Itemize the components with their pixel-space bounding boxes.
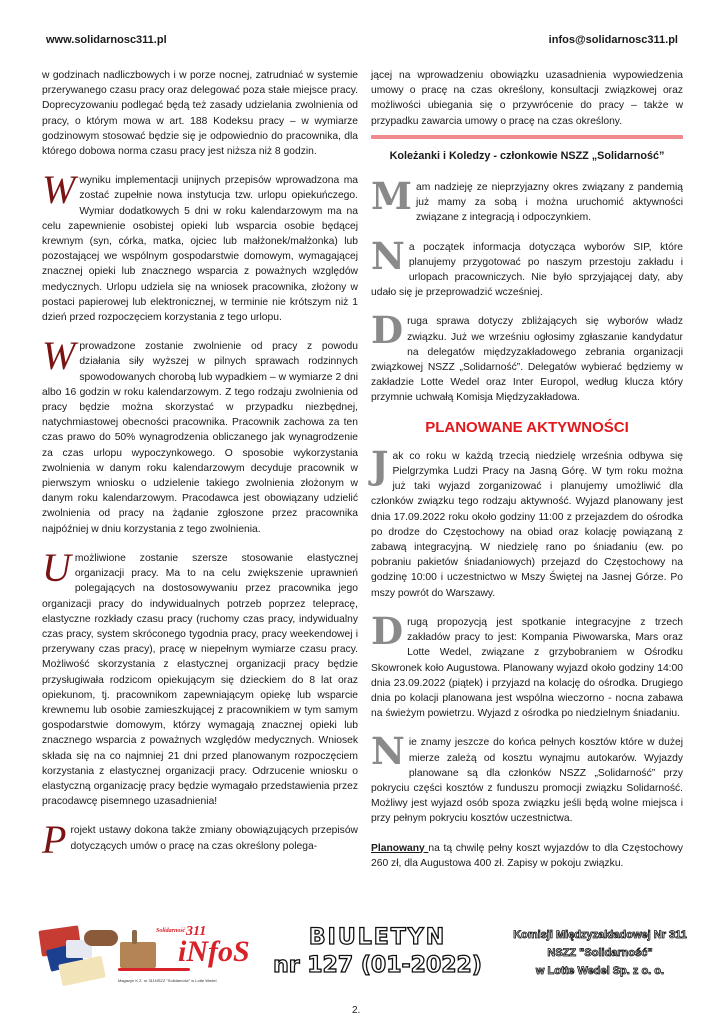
drop-cap: D (371, 308, 404, 353)
section-heading: Koleżanki i Koledzy - członkowie NSZZ „Solidarność” (389, 149, 665, 162)
planned-activities-heading: PLANOWANE AKTYWNOŚCI (425, 418, 629, 436)
paragraph: Projekt ustawy dokona także zmiany obowiązujących przepisów dotyczących umów o pracę na czas określony polega- (42, 817, 358, 863)
section-divider (371, 135, 683, 139)
paragraph: Drugą propozycją jest spotkanie integracyjne z trzech zakładów pracy to jest: Kompania Piwowarska, Mars oraz Lotte Wedel, związane z grzybobraniem w Ośrodku Skowronek koło Augustowa. Planowany wyjazd około godziny 14:00 dnia 23.09.2022 (piątek) i przyjazd na kolację do ośrodka. Drugiego dnia po kolacji planowana jest wspólna wieczorno - nocna zabawa na świeżym powietrzu. Wyjazd z ośrodka po niedzielnym śniadaniu. (371, 608, 683, 720)
page-number: 2. (352, 1005, 361, 1016)
paragraph: Nie znamy jeszcze do końca pełnych kosztów które w dużej mierze zależą od kosztu wynajmu autokarów. Wyjazdy planowane są dla członków NSZZ „Solidarność” przy pokryciu części kosztów z funduszu promocji związku Solidarność. Możliwy jest wyjazd osób spoza związku jeśli będą wolne miejsca i przy pełnym pokryciu kosztów uczestnictwa. (371, 729, 683, 825)
drop-cap: U (42, 544, 71, 590)
planned-label: Planowany (371, 842, 429, 854)
castle-image (120, 942, 156, 968)
chocolate-image (84, 930, 118, 946)
paragraph: Umożliwione zostanie szersze stosowanie elastycznej organizacji pracy. Ma to na celu zwiększenie uprawnień polegających na dostosowywaniu przez pracownika jego organizacji pracy do indywidualnych potrzeb poprzez telepracę, elastyczne rozkłady czasu pracy (ruchomy czas pracy, indywidualny czas pracy, system skróconego tygodnia pracy, pracy weekendowej i przerywany czas pracy), pracę w niepełnym wymiarze czasu pracy. Możliwość skorzystania z elastycznej organizacji pracy będzie przysługiwała rodzicom opiekującym się dzieckiem do 8 lat oraz opiekunom, tj. pracownikom zapewniającym opiekę lub wsparcie krewnemu lub osobie zamieszkującej z pracownikiem w tym samym gospodarstwie domowym, którzy wymagają znacznej opieki lub znacznego wsparcia z poważnych względów medycznych. Wniosek składa się na co najmniej 21 dni przed planowanym rozpoczęciem korzystania z elastycznej organizacji pracy. Odrzucenie wniosku o elastyczną organizację pracy będzie wymagało przedstawienia przez pracodawcę pisemnego uzasadnienia! (42, 544, 358, 808)
bulletin-title (270, 924, 485, 980)
paragraph: Mam nadzieję ze nieprzyjazny okres związany z pandemią już mamy za sobą i można uruchomić aktywności związane z integracją i odpoczynkiem. (371, 174, 683, 224)
publisher-info (500, 926, 700, 980)
logo-wave (118, 968, 190, 971)
drop-cap: P (42, 817, 67, 863)
paragraph: Na początek informacja dotycząca wyborów SIP, które planujemy przygotować po naszym przestoju zakładu i urlopach pracowniczych. Nie było sprzyjającej daty, aby udało się je przeprowadzić wcześniej. (371, 233, 683, 299)
paragraph: Druga sprawa dotyczy zbliżających się wyborów władz związku. Już we wrześniu ogłosimy zgłaszanie kandydatur na delegatów międzyzakładowego zebrania organizacji związkowej NSZZ „Solidarność”. Delegatów wybierać będziemy w zakładzie Lotte Wedel oraz Inter Europol, według klucza który przymnie uchwałą Komisja Międzyzakładowa. (371, 308, 683, 404)
drop-cap: W (42, 167, 76, 213)
paragraph: Jak co roku w każdą trzecią niedzielę września odbywa się Pielgrzymka Ludzi Pracy na Jasną Górę. W tym roku można już taki wyjazd zorganizować i planujemy umożliwić dla członków związku tego rodzaju aktywność. Wyjazd planowany jest dnia 17.09.2022 roku około godziny 11:00 z przejazdem do ośrodka po drodze do Częstochowy na obiad oraz kolację powiązaną z zabawą integracyjną. W niedzielę rano po śniadaniu (ew. po pobraniu pakietów śniadaniowych) przejazd do Częstochowy na godzinę 10:00 i uczestnictwo w Mszy Świętej na Jasnej Górze. Po mszy powrót do Warszawy. (371, 442, 683, 599)
logo-word: iNfoS (178, 935, 250, 968)
right-column (371, 68, 683, 885)
paragraph: jącej na wprowadzeniu obowiązku uzasadnienia wypowiedzenia umowy o pracę na czas określony, konsultacji związkowej oraz możliwości ubiegania się o przywrócenie do pracy – także w przypadku zawarcia umowy o pracę na czas określony. (371, 70, 683, 127)
drop-cap: M (371, 174, 412, 219)
logo-caption: Magazyn K.Z. nr 311NSZZ "Solidarność" w Lotte Wedel (118, 978, 217, 983)
castle-tower-image (132, 930, 137, 944)
infos-logo (38, 924, 252, 986)
logo-number: 311 (186, 924, 207, 939)
paragraph: w godzinach nadliczbowych i w porze nocnej, zatrudniać w systemie przerywanego czasu pracy oraz delegować poza stałe miejsce pracy. Doprecyzowaniu podlegać będą też zasady udzielania zwolnienia od pracy, o którym mowa w art. 188 Kodeksu pracy – w wymiarze godzinowym stosować będzie się je odpowiednio do pracownika, dla którego dobowa norma czasu pracy jest niższa niż 8 godzin. (42, 70, 358, 158)
bulletin-issue: nr 127 (01-2022) (273, 953, 482, 978)
drop-cap: D (371, 608, 404, 653)
logo-small-text: Solidarność (156, 928, 186, 934)
email-link[interactable]: infos@solidarnosc311.pl (548, 34, 678, 46)
paragraph: Wprowadzone zostanie zwolnienie od pracy z powodu działania siły wyższej w pilnych sprawach rodzinnych spowodowanych chorobą lub wypadkiem – w wymiarze 2 dni albo 16 godzin w roku kalendarzowym. Z tego rodzaju zwolnienia od pracy będzie można skorzystać w przypadku niezbędnej, natychmiastowej obecności pracownika. Pracownik zachowa za ten czas prawo do 50% wynagrodzenia obliczanego jak wynagrodzenie za czas urlopu wypoczynkowego. O sposobie wykorzystania zwolnienia w danym roku kalendarzowym decyduje pracownik w pierwszym wniosku o udzielenie takiego zwolnienia złożonym w danym roku kalendarzowym. Pracodawca jest obowiązany udzielić zwolnienia od pracy na żądanie zgłoszone przez pracownika najpóźniej w dniu korzystania z tego zwolnienia. (42, 333, 358, 535)
drop-cap: W (42, 333, 76, 379)
paragraph: Wwyniku implementacji unijnych przepisów wprowadzona ma zostać zupełnie nowa instytucja tzw. urlopu opiekuńczego. Wymiar dodatkowych 5 dni w roku kalendarzowym ma na celu zapewnienie osobistej opieki lub wsparcia osobie będącej krewnym (syn, córka, matka, ojciec lub małżonek/małżonka) lub pozostającej we wspólnym gospodarstwie domowym, wymagającej znacznej opieki lub znacznego wsparcia z poważnych względów medycznych. Urlopu udziela się na wniosek pracownika, złożony w postaci papierowej lub elektronicznej, w terminie nie krótszym niż 1 dzień przed rozpoczęciem korzystania z tego urlopu. (42, 167, 358, 324)
left-column (42, 68, 358, 868)
drop-cap: N (371, 233, 405, 278)
paragraph: Planowany na tą chwilę pełny koszt wyjazdów to dla Częstochowy 260 zł, dla Augustowa 400 zł. Zapisy w pokoju związku. (371, 842, 683, 869)
drop-cap: N (371, 729, 405, 774)
drop-cap: J (371, 442, 389, 487)
publisher-line: NSZZ "Solidarność" (547, 947, 653, 959)
bulletin-label: BIULETYN (308, 925, 447, 950)
website-link[interactable]: www.solidarnosc311.pl (46, 34, 167, 46)
publisher-line: w Lotte Wedel Sp. z o. o. (535, 965, 665, 977)
publisher-line: Komisji Międzyzakładowej Nr 311 (513, 929, 687, 941)
